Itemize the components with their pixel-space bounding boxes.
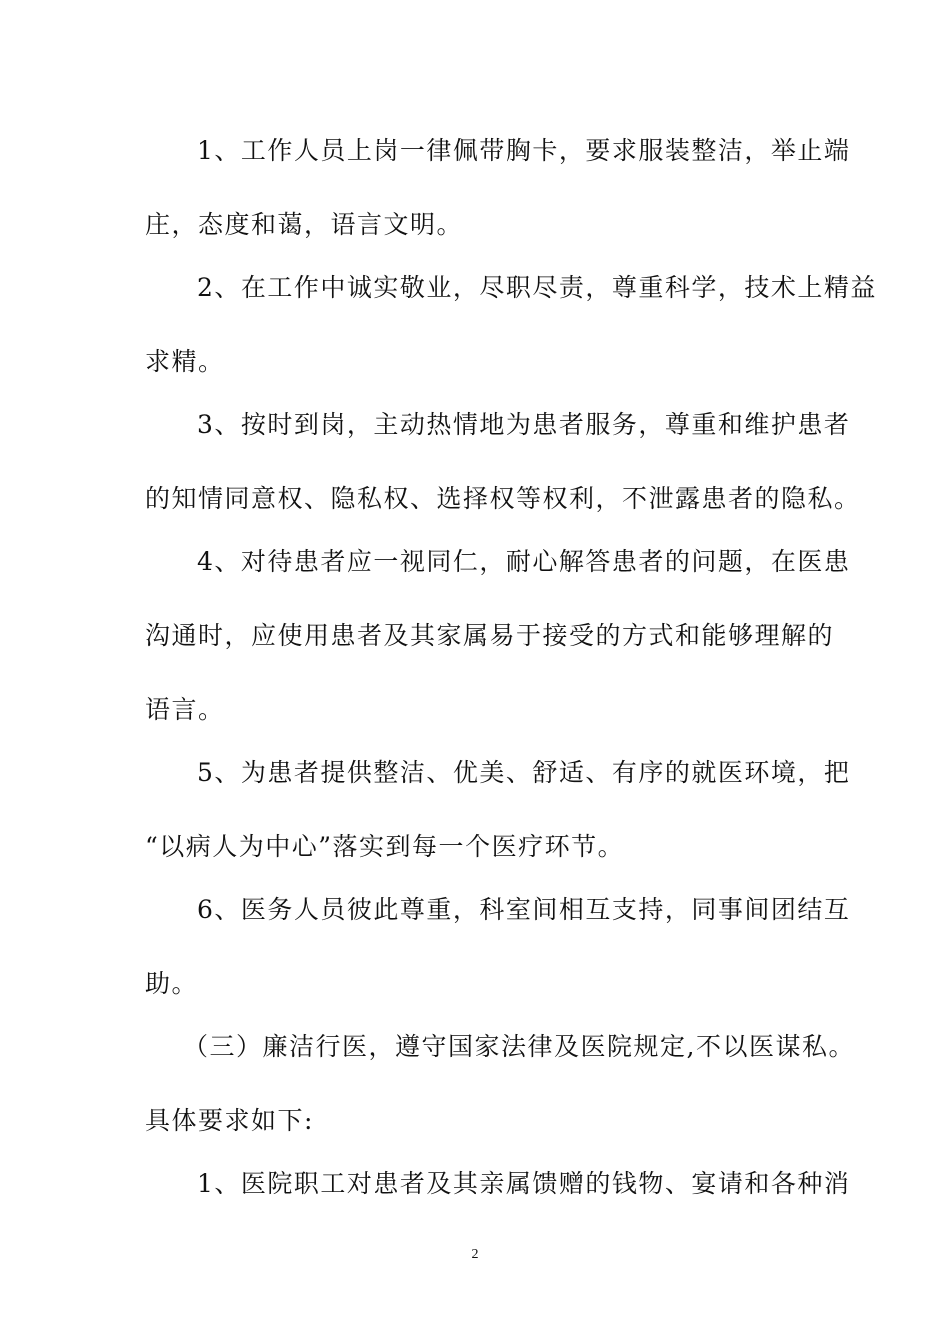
- paragraph-line: 语言。: [145, 695, 225, 724]
- paragraph-line: 助。: [145, 969, 199, 998]
- paragraph-line: 4、对待患者应一视同仁，耐心解答患者的问题，在医患: [197, 547, 851, 576]
- paragraph-line: “以病人为中心”落实到每一个医疗环节。: [145, 832, 625, 861]
- paragraph-line: 沟通时，应使用患者及其家属易于接受的方式和能够理解的: [145, 621, 835, 650]
- page-number: 2: [471, 1247, 479, 1262]
- paragraph-line: 2、在工作中诚实敬业，尽职尽责，尊重科学，技术上精益: [197, 273, 877, 302]
- section-heading-line: （三）廉洁行医，遵守国家法律及医院规定,不以医谋私。: [183, 1032, 855, 1061]
- paragraph-line: 1、工作人员上岗一律佩带胸卡，要求服装整洁，举止端: [197, 136, 851, 165]
- paragraph-line: 1、医院职工对患者及其亲属馈赠的钱物、宴请和各种消: [197, 1169, 851, 1198]
- paragraph-line: 3、按时到岗，主动热情地为患者服务，尊重和维护患者: [197, 410, 851, 439]
- paragraph-line: 求精。: [145, 347, 225, 376]
- paragraph-line: 6、医务人员彼此尊重，科室间相互支持，同事间团结互: [197, 895, 851, 924]
- paragraph-line: 的知情同意权、隐私权、选择权等权利，不泄露患者的隐私。: [145, 484, 861, 513]
- paragraph-line: 5、为患者提供整洁、优美、舒适、有序的就医环境，把: [197, 758, 851, 787]
- paragraph-line: 具体要求如下:: [145, 1106, 314, 1135]
- paragraph-line: 庄，态度和蔼，语言文明。: [145, 210, 464, 239]
